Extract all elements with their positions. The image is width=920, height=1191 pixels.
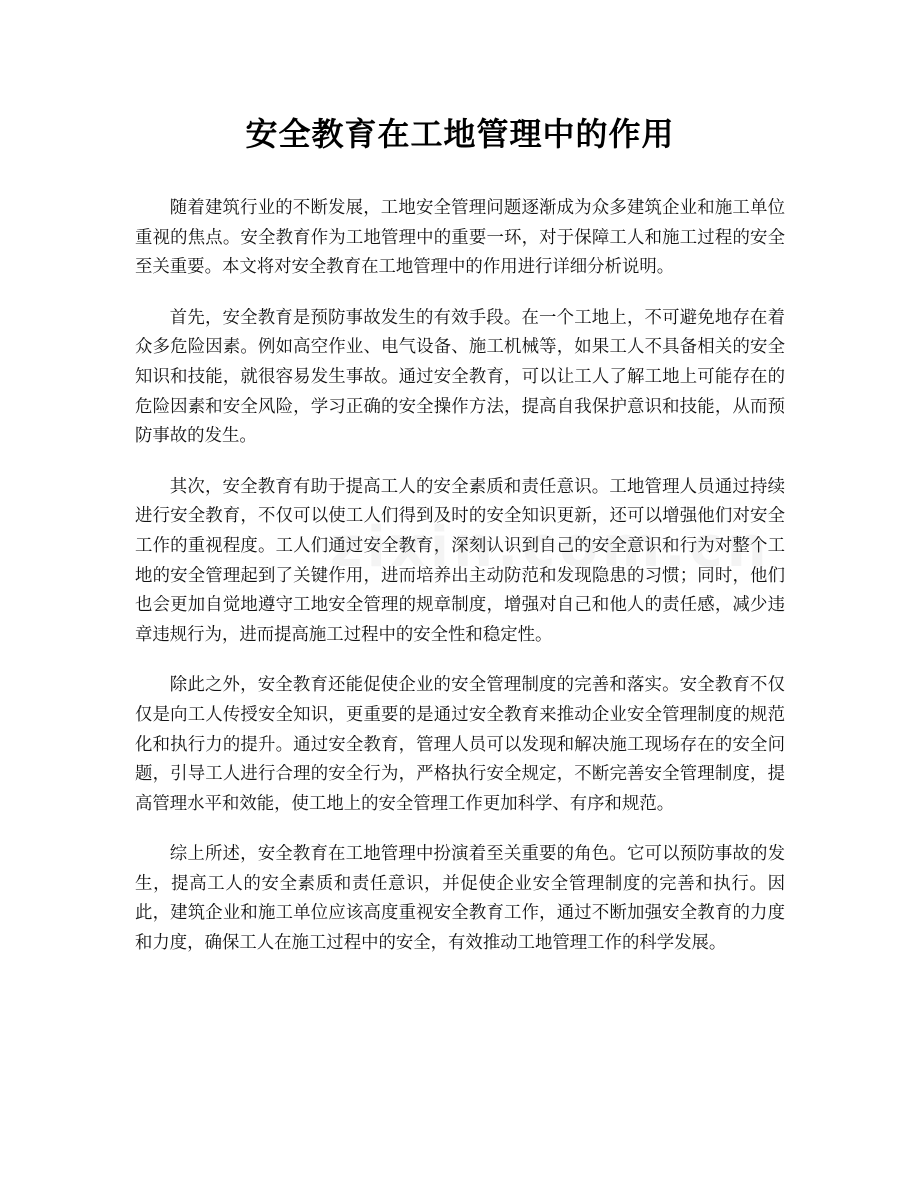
document-body bbox=[135, 194, 785, 959]
paragraph-second: 其次，安全教育有助于提高工人的安全素质和责任意识。工地管理人员通过持续进行安全教育，不仅可以使工人们得到及时的安全知识更新，还可以增强他们对安全工作的重视程度。工人们通过安全教育，深刻认识到自己的安全意识和行为对整个工地的安全管理起到了关键作用，进而培养出主动防范和发现隐患的习惯；同时，他们也会更加自觉地遵守工地安全管理的规章制度，增强对自己和他人的责任感，减少违章违规行为，进而提高施工过程中的安全性和稳定性。 bbox=[135, 476, 785, 645]
document-title: 安全教育在工地管理中的作用 bbox=[245, 115, 675, 153]
paragraph-first: 首先，安全教育是预防事故发生的有效手段。在一个工地上，不可避免地存在着众多危险因素。例如高空作业、电气设备、施工机械等，如果工人不具备相关的安全知识和技能，就很容易发生事故。通过安全教育，可以让工人了解工地上可能存在的危险因素和安全风险，学习正确的安全操作方法，提高自我保护意识和技能，从而预防事故的发生。 bbox=[135, 307, 785, 447]
paragraph-intro: 随着建筑行业的不断发展，工地安全管理问题逐渐成为众多建筑企业和施工单位重视的焦点。安全教育作为工地管理中的重要一环，对于保障工人和施工过程的安全至关重要。本文将对安全教育在工地管理中的作用进行详细分析说明。 bbox=[135, 198, 785, 278]
paragraph-conclusion: 综上所述，安全教育在工地管理中扮演着至关重要的角色。它可以预防事故的发生，提高工人的安全素质和责任意识，并促使企业安全管理制度的完善和执行。因此，建筑企业和施工单位应该高度重视安全教育工作，通过不断加强安全教育的力度和力度，确保工人在施工过程中的安全，有效推动工地管理工作的科学发展。 bbox=[135, 844, 785, 954]
paragraph-third: 除此之外，安全教育还能促使企业的安全管理制度的完善和落实。安全教育不仅仅是向工人传授安全知识，更重要的是通过安全教育来推动企业安全管理制度的规范化和执行力的提升。通过安全教育，管理人员可以发现和解决施工现场存在的安全问题，引导工人进行合理的安全行为，严格执行安全规定，不断完善安全管理制度，提高管理水平和效能，使工地上的安全管理工作更加科学、有序和规范。 bbox=[135, 675, 785, 814]
